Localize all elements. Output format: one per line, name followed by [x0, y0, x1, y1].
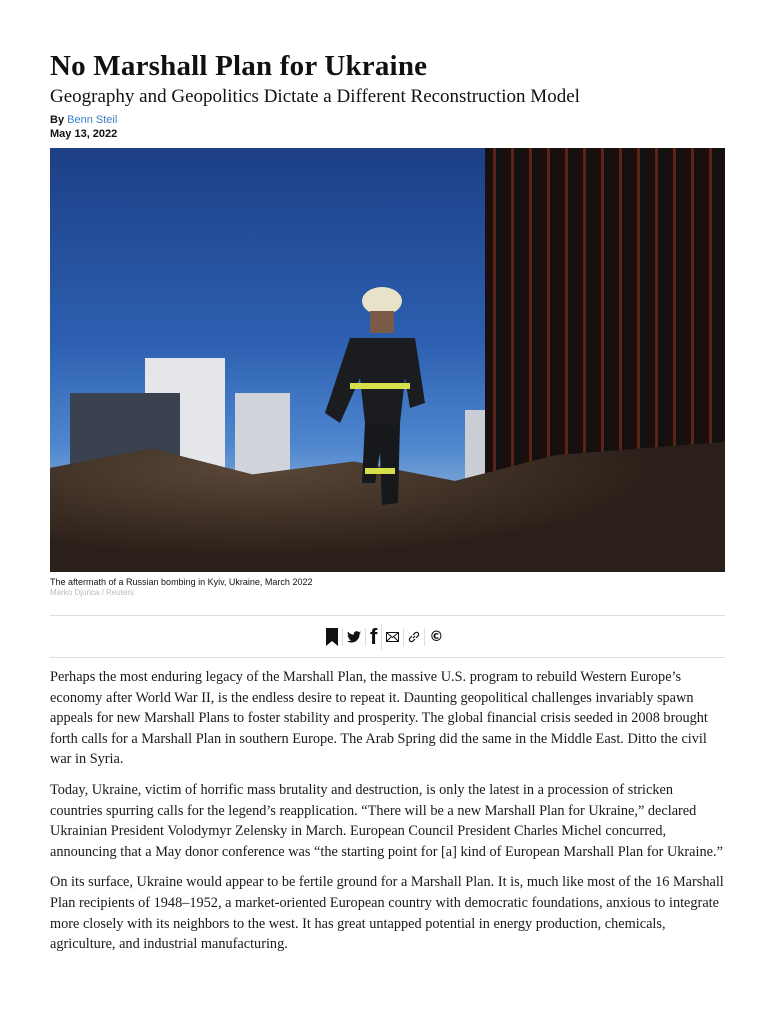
by-label: By: [50, 114, 65, 126]
article-title: No Marshall Plan for Ukraine: [50, 50, 428, 82]
paragraph: Today, Ukraine, victim of horrific mass brutality and destruction, is only the latest in a procession of stricken countries spurring calls for the legend’s reapplication. “There will be a new Marshall Plan for Ukraine,” declared Ukrainian President Volodymyr Zelensky in March. European Council President Charles Michel concurred, announcing that a May donor conference was “the starting point for [a] kind of European Marshall Plan for Ukraine.”: [50, 781, 723, 860]
share-bar: [322, 624, 447, 650]
link-icon[interactable]: [404, 628, 425, 646]
publish-date: May 13, 2022: [50, 128, 118, 140]
burned-building: [485, 148, 725, 478]
photo-caption: The aftermath of a Russian bombing in Kyiv, Ukraine, March 2022: [50, 577, 313, 587]
paragraph: On its surface, Ukraine would appear to be fertile ground for a Marshall Plan. It is, much like most of the 16 Marshall Plan recipients of 1948–1952, a market-oriented European country with democratic foundations, anxious to integrate more closely with its neighbors to the west. It has great untapped potential in energy production, chemicals, agriculture, and industrial manufacturing.: [50, 874, 724, 953]
twitter-icon[interactable]: [343, 628, 366, 646]
article-subtitle: Geography and Geopolitics Dictate a Different Reconstruction Model: [50, 86, 580, 107]
divider: [50, 615, 725, 616]
email-icon[interactable]: [382, 628, 404, 646]
hero-photo: [50, 148, 725, 572]
author-link[interactable]: Benn Steil: [67, 114, 118, 126]
bookmark-icon[interactable]: [322, 628, 343, 646]
photo-credit: Marko Djurica / Reuters: [50, 588, 135, 597]
firefighter-figure: [320, 283, 440, 523]
byline: [50, 114, 117, 126]
copyright-icon[interactable]: ©: [429, 629, 444, 645]
divider: [50, 657, 725, 658]
paragraph: Perhaps the most enduring legacy of the Marshall Plan, the massive U.S. program to rebuild Western Europe’s economy after World War II, is the endless desire to repeat it. Daunting geopolitical challenges invariably spawn appeals for new Marshall Plans to foster stability and prosperity. The global financial crisis seeded in 2008 brought forth calls for a Marshall Plan in southern Europe. The Arab Spring did the same in the Middle East. Ditto the civil war in Syria.: [50, 669, 708, 768]
facebook-icon[interactable]: f: [366, 624, 382, 650]
article-body: [50, 667, 725, 965]
